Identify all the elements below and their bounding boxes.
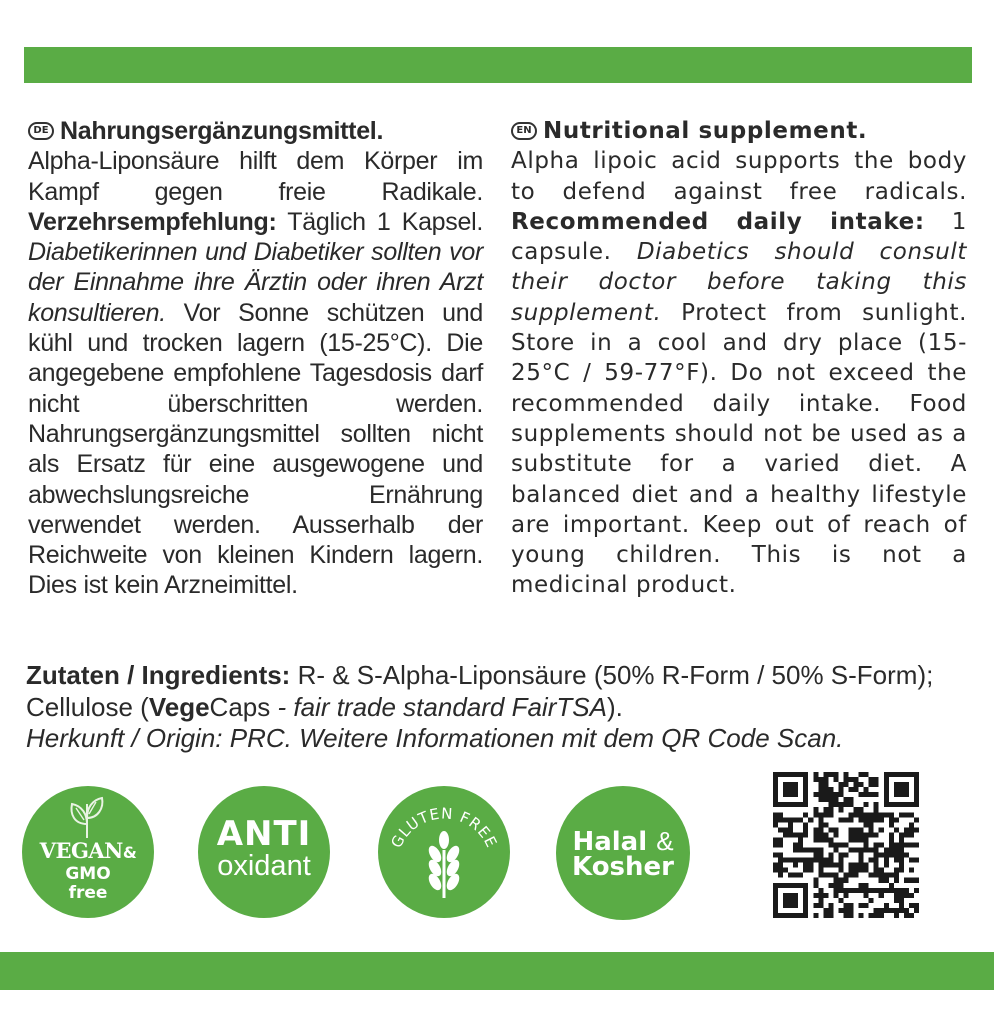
ingredients-label: Zutaten / Ingredients:	[26, 660, 291, 690]
de-text1: Alpha-Liponsäure hilft dem Körper im Kampf gegen freie Radikale.	[28, 147, 483, 206]
antioxidant-badge	[198, 786, 330, 918]
vegan-main-text: VEGAN	[39, 838, 123, 863]
en-dose-label: Recommended daily intake:	[511, 208, 925, 235]
brand-note: - fair trade standard FairTSA	[270, 691, 607, 722]
ingredients-section	[26, 660, 956, 755]
de-diabetic-note: Diabetikerinnen und Diabetiker sollten vor der Einnahme ihre Ärztin oder ihren Arzt konsultieren.	[28, 238, 483, 327]
en-heading	[511, 116, 967, 146]
wheat-icon	[424, 830, 464, 900]
english-column	[511, 116, 967, 601]
ingredients-text2: ).	[606, 691, 623, 722]
origin-line: Herkunft / Origin: PRC. Weitere Informationen mit dem QR Code Scan.	[26, 723, 844, 753]
en-diabetic-note: Diabetics should consult their doctor before taking this supplement.	[511, 239, 967, 326]
halal-text: Halal	[572, 827, 648, 857]
de-text2: Vor Sonne schützen und kühl und trocken lagern (15-25°C). Die angegebene empfohlene Tagesdosis darf nicht überschritten werden. Nahrungsergänzungsmittel sollten nicht als Ersatz für eine ausgewogene und abwechslungsreiche Ernährung verwendet werden. Ausserhalb der Reichweite von kleinen Kindern lagern. Dies ist kein Arzneimittel.	[28, 298, 483, 600]
halal-kosher-badge	[556, 786, 690, 920]
vegan-label	[22, 838, 154, 863]
brand-rest: Caps	[209, 691, 271, 722]
de-language-icon: DE	[28, 122, 54, 140]
vegan-amp: &	[122, 843, 137, 862]
gluten-free-badge	[378, 786, 510, 918]
en-dose-text: 1 capsule.	[511, 208, 967, 266]
halal-amp: &	[656, 826, 674, 856]
de-title: Nahrungsergänzungsmittel.	[60, 117, 384, 145]
gluten-free-text: GLUTEN FREE	[387, 804, 501, 851]
en-language-icon: EN	[511, 122, 537, 140]
qr-code[interactable]	[773, 772, 919, 918]
de-dose-label: Verzehrsempfehlung:	[28, 207, 277, 236]
de-heading	[28, 116, 483, 146]
brand-bold: Vege	[148, 691, 210, 722]
de-body	[28, 146, 483, 600]
en-body	[511, 146, 967, 600]
free-label: free	[68, 883, 108, 903]
en-text2: Protect from sunlight. Store in a cool and dry place (15-25°C / 59-77°F). Do not exceed the recommended daily intake. Food supplements should not be used as a substitute for a varied diet. A balanced diet and a healthy lifestyle are important. Keep out of reach of young children. This is not a medicinal product.	[511, 299, 967, 599]
leaf-icon	[66, 794, 108, 840]
vegan-gmo-free-badge	[22, 786, 154, 918]
ingredients-line	[26, 660, 956, 723]
german-column	[28, 116, 483, 601]
bottom-green-bar	[0, 952, 994, 990]
gmo-label: GMO	[65, 864, 111, 884]
en-text1: Alpha lipoic acid supports the body to defend against free radicals.	[511, 148, 967, 205]
anti-label: ANTI	[216, 814, 312, 854]
ingredients-text1: R- & S-Alpha-Liponsäure (50% R-Form / 50% S-Form); Cellulose (	[26, 660, 934, 722]
en-title: Nutritional supplement.	[543, 118, 868, 144]
oxidant-label: oxidant	[217, 850, 311, 882]
top-green-bar	[24, 47, 972, 83]
de-dose-text: Täglich 1 Kapsel.	[287, 207, 483, 236]
kosher-label: Kosher	[572, 852, 674, 882]
